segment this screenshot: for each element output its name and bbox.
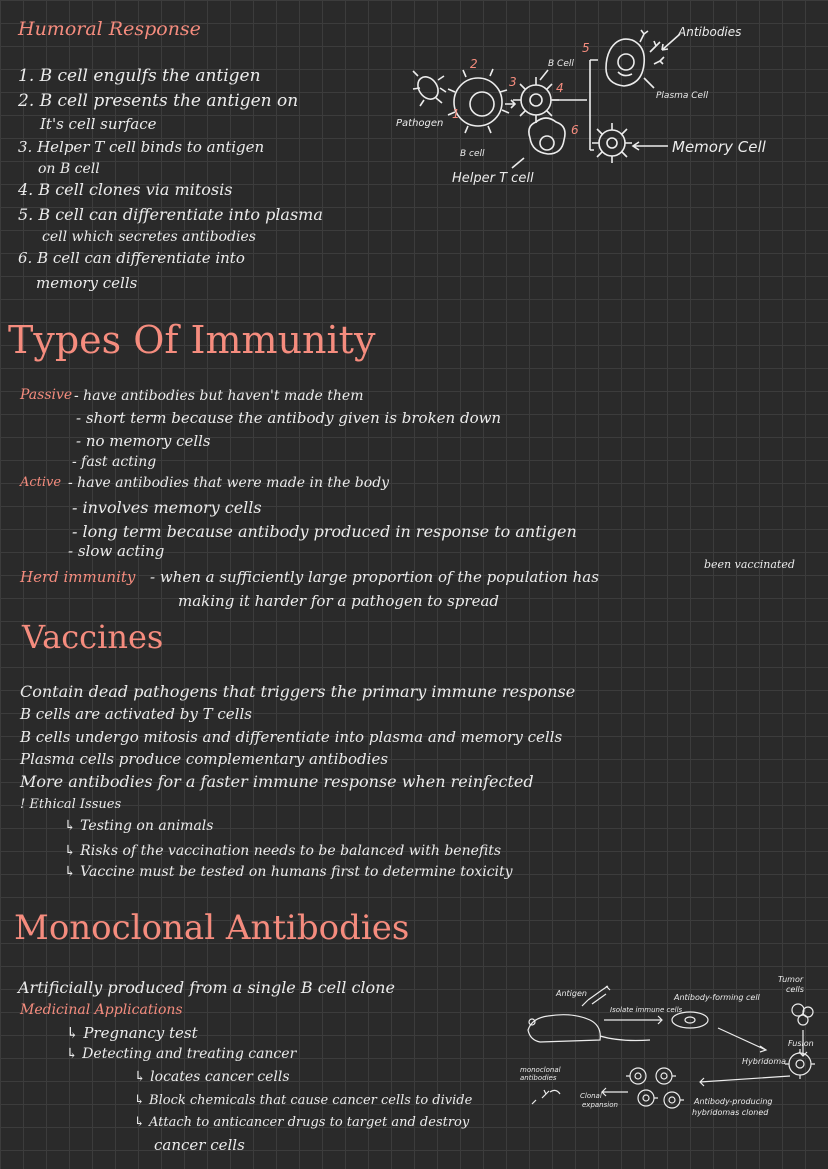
hybridoma-icon: [785, 1049, 815, 1079]
step-line: 1. B cell engulfs the antigen: [18, 66, 261, 86]
herd-line: - when a sufficiently large proportion of the population has: [150, 568, 599, 586]
application-sub-line: cancer cells: [154, 1136, 245, 1154]
vaccines-title: Vaccines: [22, 618, 164, 656]
helper-t-label: Helper T cell: [452, 171, 534, 186]
ethical-title: ! Ethical Issues: [20, 797, 122, 812]
step-line: 3. Helper T cell binds to antigen: [18, 138, 265, 156]
mouse-icon: [528, 1015, 650, 1042]
step-line: 4. B cell clones via mitosis: [18, 180, 233, 199]
ethical-line: ↳ Vaccine must be tested on humans first to determine toxicity: [64, 864, 513, 880]
step-line: memory cells: [36, 274, 138, 292]
step-line: cell which secretes antibodies: [42, 229, 256, 245]
application-sub-line: ↳ Block chemicals that cause cancer cells to divide: [134, 1093, 473, 1108]
application-line: ↳ Detecting and treating cancer: [66, 1046, 297, 1062]
ethical-line: ↳ Testing on animals: [64, 818, 214, 834]
active-line: - have antibodies that were made in the body: [68, 475, 390, 491]
antibody-forming-label: Antibody-forming cell: [674, 993, 760, 1002]
active-line: - slow acting: [68, 542, 165, 560]
monoclonal-label-1: monoclonal: [520, 1066, 561, 1074]
herd-line: making it harder for a pathogen to spread: [178, 592, 499, 610]
hybridoma-label: Hybridoma: [742, 1057, 787, 1066]
tumor-label-1: Tumor: [778, 975, 804, 984]
ethical-line: ↳ Risks of the vaccination needs to be balanced with benefits: [64, 843, 502, 859]
application-sub-line: ↳ Attach to anticancer drugs to target and destroy: [134, 1115, 470, 1130]
producing-label-2: hybridomas cloned: [692, 1108, 769, 1117]
passive-line: - have antibodies but haven't made them: [74, 388, 364, 404]
monoclonal-intro: Artificially produced from a single B cell clone: [18, 978, 395, 997]
producing-label-1: Antibody-producing: [694, 1097, 773, 1106]
memory-cell-label: Memory Cell: [672, 138, 766, 156]
monoclonal-label-2: antibodies: [520, 1074, 557, 1082]
step-line: It's cell surface: [40, 115, 157, 133]
b-cell-top-label: B Cell: [548, 59, 574, 69]
tumor-cells-icon: [792, 1004, 813, 1025]
herd-aside: been vaccinated: [704, 558, 795, 571]
vaccine-line: B cells are activated by T cells: [20, 705, 252, 723]
active-line: - involves memory cells: [72, 498, 262, 517]
herd-label: Herd immunity: [20, 568, 136, 586]
step-number: 1: [452, 107, 460, 121]
vaccine-line: Plasma cells produce complementary antibodies: [20, 750, 389, 768]
active-label: Active: [20, 475, 62, 490]
step-number: 3: [509, 75, 517, 89]
b-cell-label: B cell: [460, 149, 485, 159]
isolate-label: Isolate immune cells: [610, 1006, 683, 1014]
step-number: 6: [571, 123, 579, 137]
antibody-forming-cell-icon: [672, 1012, 708, 1028]
clonal-label-2: expansion: [582, 1101, 618, 1109]
pathogen-label: Pathogen: [396, 118, 444, 129]
vaccine-line: Contain dead pathogens that triggers the primary immune response: [20, 682, 576, 701]
antigen-label: Antigen: [556, 989, 587, 998]
monoclonal-antibody-icon: [532, 1090, 560, 1104]
clonal-label-1: Clonal: [580, 1092, 602, 1100]
vaccine-line: B cells undergo mitosis and differentiate into plasma and memory cells: [20, 728, 563, 746]
passive-line: - no memory cells: [76, 432, 211, 450]
medicinal-title: Medicinal Applications: [20, 1002, 183, 1018]
step-number: 5: [582, 41, 590, 55]
humoral-title: Humoral Response: [18, 18, 201, 40]
step-number: 2: [470, 57, 478, 71]
step-line: 6. B cell can differentiate into: [18, 249, 245, 267]
tumor-label-2: cells: [786, 985, 804, 994]
fusion-label: Fusion: [788, 1039, 814, 1048]
active-line: - long term because antibody produced in response to antigen: [72, 522, 577, 541]
application-sub-line: ↳ locates cancer cells: [134, 1069, 290, 1085]
plasma-cell-label: Plasma Cell: [656, 91, 709, 101]
application-line: ↳ Pregnancy test: [66, 1024, 198, 1042]
vaccine-line: More antibodies for a faster immune response when reinfected: [20, 772, 534, 791]
monoclonal-title: Monoclonal Antibodies: [14, 908, 410, 948]
passive-label: Passive: [20, 387, 73, 403]
types-title: Types Of Immunity: [8, 318, 376, 362]
antibodies-label: Antibodies: [678, 25, 742, 39]
passive-line: - short term because the antibody given is broken down: [76, 409, 502, 427]
step-line: 5. B cell can differentiate into plasma: [18, 205, 323, 224]
step-line: 2. B cell presents the antigen on: [18, 91, 299, 111]
step-number: 4: [556, 81, 564, 95]
cloned-hybridomas-icon: [626, 1068, 684, 1108]
passive-line: - fast acting: [72, 454, 157, 470]
step-line: on B cell: [38, 161, 100, 177]
